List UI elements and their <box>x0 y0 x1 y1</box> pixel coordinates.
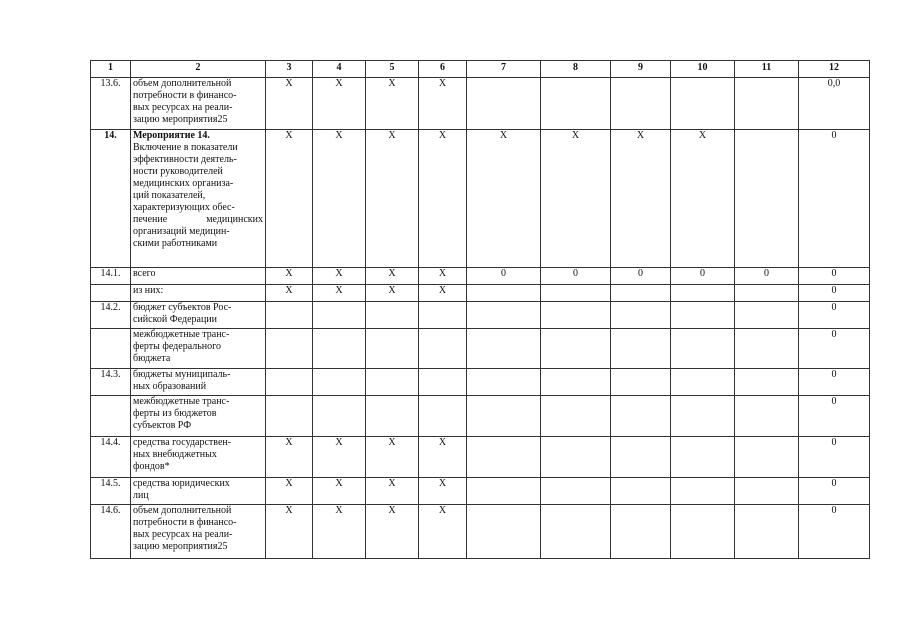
cell-col-5: X <box>366 478 419 505</box>
table-row <box>91 302 870 329</box>
row-number: 14.4. <box>91 437 131 478</box>
cell-col-9 <box>611 285 671 302</box>
cell-col-10: 0 <box>671 268 735 285</box>
row-number: 14.2. <box>91 302 131 329</box>
cell-col-11 <box>735 285 799 302</box>
description-line: лиц <box>133 490 149 501</box>
cell-col-7 <box>467 285 541 302</box>
table-row <box>91 130 870 268</box>
cell-col-4: X <box>313 268 366 285</box>
description-line: бюджеты муниципаль- <box>133 369 231 380</box>
cell-col-9 <box>611 78 671 130</box>
cell-col-5: X <box>366 285 419 302</box>
description-line: потребности в финансо- <box>133 90 237 101</box>
cell-col-7 <box>467 396 541 437</box>
cell-col-11: 0 <box>735 268 799 285</box>
cell-col-10 <box>671 302 735 329</box>
column-header-2: 2 <box>131 61 266 78</box>
column-header-7: 7 <box>467 61 541 78</box>
row-description <box>131 130 266 268</box>
cell-col-4: X <box>313 505 366 559</box>
cell-col-5: X <box>366 505 419 559</box>
cell-col-6: X <box>419 130 467 268</box>
cell-col-3 <box>266 396 313 437</box>
cell-col-5 <box>366 396 419 437</box>
cell-col-3: X <box>266 285 313 302</box>
description-line: объем дополнительной <box>133 505 232 516</box>
description-line: ности руководителей <box>133 166 223 177</box>
header-row <box>91 61 870 78</box>
cell-col-11 <box>735 369 799 396</box>
cell-col-6: X <box>419 78 467 130</box>
description-line: средства государствен- <box>133 437 232 448</box>
description-line: сийской Федерации <box>133 314 218 325</box>
description-line: всего <box>133 268 156 279</box>
cell-col-9 <box>611 302 671 329</box>
cell-col-11 <box>735 437 799 478</box>
description-line: ций показателей, <box>133 190 206 201</box>
column-header-5: 5 <box>366 61 419 78</box>
cell-col-8: 0 <box>541 268 611 285</box>
description-line: объем дополнительной <box>133 78 232 89</box>
cell-col-8 <box>541 437 611 478</box>
cell-col-9 <box>611 329 671 369</box>
description-line: зацию мероприятия25 <box>133 541 228 552</box>
cell-col-7 <box>467 302 541 329</box>
row-number: 14.6. <box>91 505 131 559</box>
cell-col-5: X <box>366 268 419 285</box>
column-header-8: 8 <box>541 61 611 78</box>
column-header-3: 3 <box>266 61 313 78</box>
cell-col-4 <box>313 302 366 329</box>
description-line: скими работниками <box>133 238 218 249</box>
cell-col-6: X <box>419 478 467 505</box>
cell-col-4: X <box>313 437 366 478</box>
cell-col-6 <box>419 302 467 329</box>
cell-col-9 <box>611 505 671 559</box>
description-line: ных образований <box>133 381 207 392</box>
description-line: ферты федерального <box>133 341 221 352</box>
cell-col-7: 0 <box>467 268 541 285</box>
cell-col-4 <box>313 396 366 437</box>
row-number <box>91 285 131 302</box>
cell-col-10 <box>671 329 735 369</box>
description-line: фондов* <box>133 461 170 472</box>
cell-col-11 <box>735 302 799 329</box>
column-header-12: 12 <box>799 61 870 78</box>
cell-col-5: X <box>366 78 419 130</box>
cell-col-4: X <box>313 478 366 505</box>
row-description <box>131 396 266 437</box>
table-row <box>91 268 870 285</box>
cell-col-3: X <box>266 437 313 478</box>
table-row <box>91 505 870 559</box>
table-row <box>91 369 870 396</box>
cell-col-11 <box>735 396 799 437</box>
cell-col-5: X <box>366 130 419 268</box>
budget-table <box>90 60 870 559</box>
cell-col-12: 0 <box>799 268 870 285</box>
table-row <box>91 329 870 369</box>
row-description <box>131 369 266 396</box>
table-row <box>91 285 870 302</box>
description-line: бюджета <box>133 353 171 364</box>
cell-col-6 <box>419 369 467 396</box>
cell-col-10 <box>671 285 735 302</box>
cell-col-5 <box>366 369 419 396</box>
cell-col-6 <box>419 329 467 369</box>
cell-col-7 <box>467 505 541 559</box>
table-row <box>91 437 870 478</box>
description-line: межбюджетные транс- <box>133 396 230 407</box>
cell-col-3: X <box>266 268 313 285</box>
description-line: потребности в финансо- <box>133 517 237 528</box>
cell-col-12: 0 <box>799 329 870 369</box>
row-number: 14. <box>91 130 131 268</box>
row-number <box>91 396 131 437</box>
cell-col-7: X <box>467 130 541 268</box>
cell-col-6: X <box>419 505 467 559</box>
description-line: печение медицинских <box>133 214 263 225</box>
cell-col-3: X <box>266 130 313 268</box>
description-line: вых ресурсах на реали- <box>133 102 233 113</box>
column-header-1: 1 <box>91 61 131 78</box>
cell-col-11 <box>735 478 799 505</box>
row-description <box>131 268 266 285</box>
cell-col-10 <box>671 369 735 396</box>
cell-col-6 <box>419 396 467 437</box>
description-line: ферты из бюджетов <box>133 408 217 419</box>
cell-col-3: X <box>266 78 313 130</box>
cell-col-8 <box>541 396 611 437</box>
cell-col-7 <box>467 369 541 396</box>
cell-col-10: X <box>671 130 735 268</box>
cell-col-7 <box>467 78 541 130</box>
row-description <box>131 285 266 302</box>
cell-col-8: X <box>541 130 611 268</box>
column-header-9: 9 <box>611 61 671 78</box>
cell-col-9: X <box>611 130 671 268</box>
cell-col-5 <box>366 329 419 369</box>
description-line: из них: <box>133 285 164 296</box>
cell-col-10 <box>671 505 735 559</box>
cell-col-4 <box>313 369 366 396</box>
table-row <box>91 78 870 130</box>
cell-col-3: X <box>266 478 313 505</box>
cell-col-4: X <box>313 130 366 268</box>
cell-col-3 <box>266 329 313 369</box>
cell-col-12: 0 <box>799 396 870 437</box>
row-description <box>131 78 266 130</box>
cell-col-9 <box>611 437 671 478</box>
cell-col-6: X <box>419 437 467 478</box>
cell-col-4: X <box>313 78 366 130</box>
cell-col-8 <box>541 78 611 130</box>
cell-col-11 <box>735 329 799 369</box>
cell-col-7 <box>467 437 541 478</box>
cell-col-10 <box>671 396 735 437</box>
column-header-11: 11 <box>735 61 799 78</box>
cell-col-12: 0 <box>799 478 870 505</box>
row-number: 14.3. <box>91 369 131 396</box>
cell-col-9 <box>611 478 671 505</box>
description-line: бюджет субъектов Рос- <box>133 302 232 313</box>
row-number: 14.1. <box>91 268 131 285</box>
cell-col-9: 0 <box>611 268 671 285</box>
row-description <box>131 437 266 478</box>
table-row <box>91 478 870 505</box>
cell-col-8 <box>541 285 611 302</box>
cell-col-3 <box>266 369 313 396</box>
cell-col-11 <box>735 78 799 130</box>
description-line: средства юридических <box>133 478 230 489</box>
cell-col-5: X <box>366 437 419 478</box>
table-row <box>91 396 870 437</box>
description-line: субъектов РФ <box>133 420 192 431</box>
description-line: Включение в показатели <box>133 142 238 153</box>
row-description <box>131 329 266 369</box>
cell-col-4: X <box>313 285 366 302</box>
cell-col-7 <box>467 478 541 505</box>
cell-col-9 <box>611 396 671 437</box>
cell-col-10 <box>671 437 735 478</box>
row-description <box>131 505 266 559</box>
cell-col-9 <box>611 369 671 396</box>
row-number <box>91 329 131 369</box>
row-description <box>131 302 266 329</box>
cell-col-6: X <box>419 285 467 302</box>
cell-col-12: 0 <box>799 130 870 268</box>
cell-col-12: 0,0 <box>799 78 870 130</box>
row-number: 14.5. <box>91 478 131 505</box>
cell-col-4 <box>313 329 366 369</box>
description-line: характеризующих обес- <box>133 202 235 213</box>
description-line: зацию мероприятия25 <box>133 114 228 125</box>
cell-col-8 <box>541 505 611 559</box>
description-line: эффективности деятель- <box>133 154 237 165</box>
column-header-4: 4 <box>313 61 366 78</box>
column-header-10: 10 <box>671 61 735 78</box>
cell-col-8 <box>541 302 611 329</box>
description-line: организаций медицин- <box>133 226 230 237</box>
cell-col-10 <box>671 78 735 130</box>
description-line: ных внебюджетных <box>133 449 217 460</box>
table-body <box>91 78 870 559</box>
row-description <box>131 478 266 505</box>
cell-col-12: 0 <box>799 302 870 329</box>
cell-col-12: 0 <box>799 285 870 302</box>
description-line: медицинских организа- <box>133 178 234 189</box>
cell-col-12: 0 <box>799 505 870 559</box>
cell-col-11 <box>735 130 799 268</box>
cell-col-3: X <box>266 505 313 559</box>
description-line: межбюджетные транс- <box>133 329 230 340</box>
row-title: Мероприятие 14. <box>133 130 210 141</box>
cell-col-8 <box>541 478 611 505</box>
cell-col-8 <box>541 369 611 396</box>
cell-col-11 <box>735 505 799 559</box>
row-number: 13.6. <box>91 78 131 130</box>
cell-col-7 <box>467 329 541 369</box>
cell-col-12: 0 <box>799 369 870 396</box>
description-line: вых ресурсах на реали- <box>133 529 233 540</box>
cell-col-5 <box>366 302 419 329</box>
cell-col-3 <box>266 302 313 329</box>
cell-col-8 <box>541 329 611 369</box>
column-header-6: 6 <box>419 61 467 78</box>
cell-col-6: X <box>419 268 467 285</box>
cell-col-10 <box>671 478 735 505</box>
cell-col-12: 0 <box>799 437 870 478</box>
